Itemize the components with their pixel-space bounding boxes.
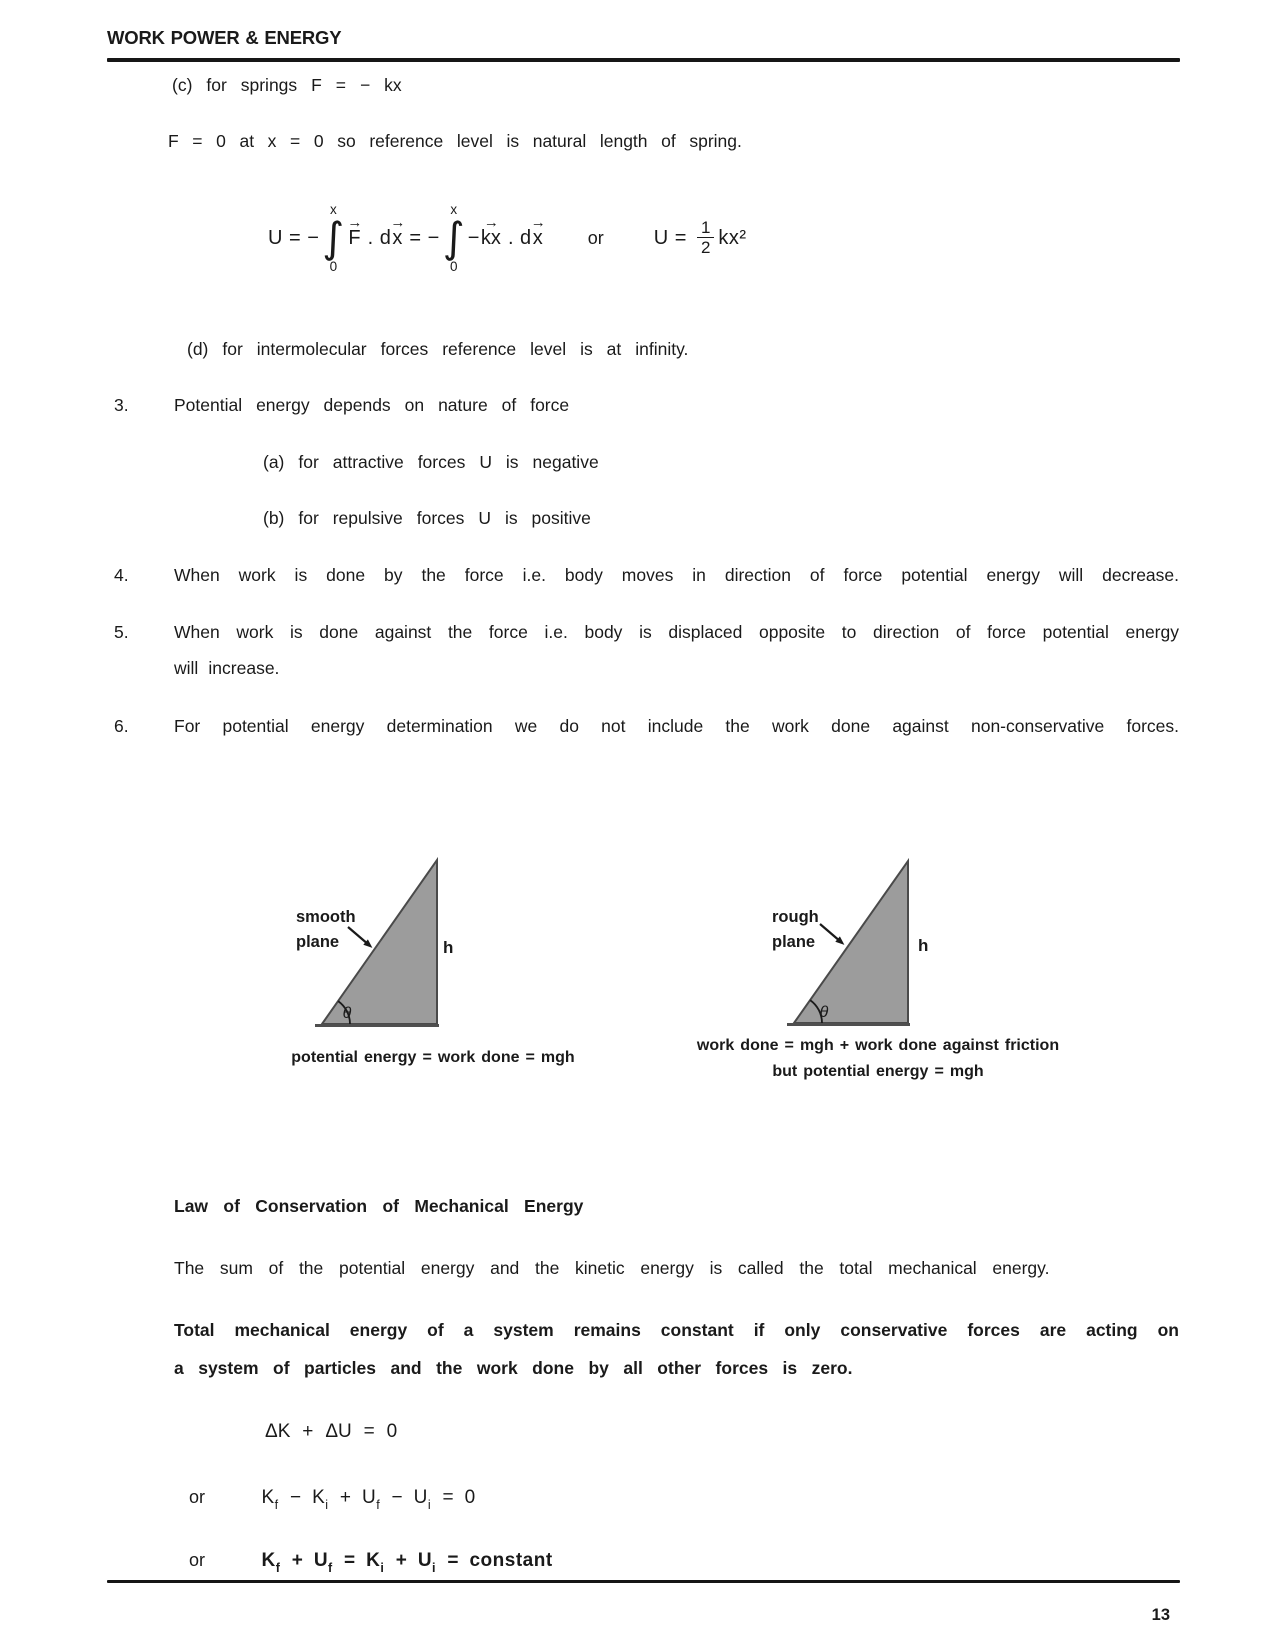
- item-5-text: [174, 614, 1179, 686]
- item-3-text: Potential energy depends on nature of force: [174, 395, 570, 415]
- item-6-text: For potential energy determination we do not include the work done against non-conservative forces.: [174, 716, 1179, 736]
- smooth-angle-theta-label: θ: [342, 1005, 352, 1022]
- law-section-heading: Law of Conservation of Mechanical Energy: [174, 1196, 584, 1216]
- item-6-number: 6.: [114, 716, 129, 736]
- header-divider: [107, 58, 1180, 62]
- rough-figure-caption-line2: but potential energy = mgh: [772, 1063, 984, 1080]
- page-header-title: WORK POWER & ENERGY: [107, 27, 342, 48]
- rough-plane-figure: [750, 848, 1020, 1038]
- item-3a-attractive: (a) for attractive forces U is negative: [263, 452, 599, 472]
- item-4-number: 4.: [114, 565, 129, 585]
- rough-figure-caption-line1: work done = mgh + work done against friction: [696, 1037, 1060, 1054]
- half-kx-squared-expression: U = $\frac{1}{2}$ kx²: [653, 218, 747, 257]
- smooth-plane-label-line1: smooth: [296, 908, 356, 926]
- point-c-springs: (c) for springs F = − kx: [172, 75, 402, 95]
- rough-plane-label-line1: rough: [772, 908, 819, 926]
- item-5-line-2: will increase.: [174, 658, 280, 678]
- integral-expression: U = − x ∫ 0 → F . d → x = − x ∫ 0 − → kx . d → x: [268, 202, 545, 274]
- rough-plane-label-line2: plane: [772, 933, 816, 951]
- item-4-text: When work is done by the force i.e. body moves in direction of force potential energy will decrease.: [174, 565, 1179, 585]
- footer-divider: [107, 1580, 1180, 1583]
- or-connector-2: or: [189, 1550, 206, 1570]
- smooth-figure-caption: potential energy = work done = mgh: [291, 1049, 575, 1066]
- or-row-1: [189, 1484, 476, 1510]
- or-row-2: [189, 1547, 553, 1573]
- smooth-incline-triangle: [322, 860, 437, 1024]
- kf-ki-uf-ui-equation: K f − K i + U f − U i = 0: [261, 1487, 476, 1512]
- page-number: 13: [1151, 1606, 1170, 1624]
- item-3-number: 3.: [114, 395, 129, 415]
- law-statement-line2: a system of particles and the work done by all other forces is zero.: [174, 1358, 853, 1378]
- smooth-height-label: h: [443, 938, 454, 957]
- law-intro-text: The sum of the potential energy and the kinetic energy is called the total mechanical energy.: [174, 1258, 1050, 1278]
- point-d-intermolecular: (d) for intermolecular forces reference level is at infinity.: [187, 339, 689, 359]
- constant-energy-equation: K f + U f = K i + U i = constant: [261, 1550, 553, 1575]
- or-connector-1: or: [189, 1487, 206, 1507]
- or-connector-top: or: [587, 227, 604, 248]
- rough-height-label: h: [918, 936, 929, 955]
- spring-energy-equation-row: [268, 200, 747, 276]
- item-5-line-1: When work is done against the force i.e. body is displaced opposite to direction of force potential energy: [174, 622, 1179, 642]
- delta-energy-equation: ΔK + ΔU = 0: [265, 1421, 398, 1442]
- law-statement: [174, 1311, 1179, 1387]
- smooth-plane-figure: [275, 848, 545, 1038]
- spring-reference-line: F = 0 at x = 0 so reference level is natural length of spring.: [168, 131, 742, 151]
- item-5-number: 5.: [114, 622, 129, 642]
- item-3b-repulsive: (b) for repulsive forces U is positive: [263, 508, 591, 528]
- law-statement-line1: Total mechanical energy of a system remains constant if only conservative forces are acting on: [174, 1320, 1179, 1340]
- smooth-plane-label-line2: plane: [296, 933, 340, 951]
- rough-angle-theta-label: θ: [819, 1004, 829, 1021]
- rough-figure-caption: [688, 1033, 1068, 1085]
